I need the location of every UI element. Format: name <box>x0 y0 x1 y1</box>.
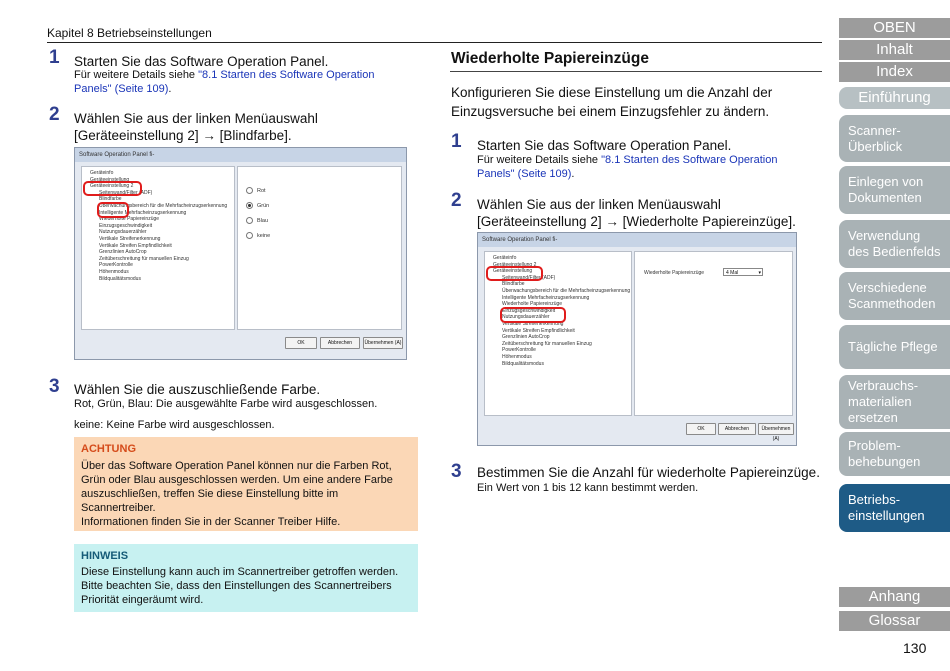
menu-tree-item[interactable]: Nutzungsdauerzähler <box>502 314 550 321</box>
nav-contents-button[interactable]: Inhalt <box>839 40 950 60</box>
highlight-box <box>486 266 543 281</box>
nav-tab-einfuehrung[interactable]: Einführung <box>839 87 950 109</box>
nav-tab-label: Verwendung <box>848 228 921 243</box>
warning-line: Informationen finden Sie in der Scanner Treiber Hilfe. <box>81 516 341 528</box>
color-radio-option[interactable] <box>246 217 268 224</box>
menu-tree-item[interactable]: PowerKontrolle <box>99 262 133 269</box>
nav-tab[interactable] <box>839 484 950 532</box>
color-radio-option[interactable] <box>246 202 269 209</box>
step-subtext: Ein Wert von 1 bis 12 kann bestimmt werden. <box>477 482 699 494</box>
warning-line: Scannertreiber. <box>81 502 156 514</box>
step-number: 2 <box>49 104 60 125</box>
menu-tree-item[interactable]: Zeitüberschreitung für manuellen Einzug <box>99 255 189 262</box>
warning-line: auszuschließen, treffen Sie diese Einstellung bitte im <box>81 488 339 500</box>
highlight-box <box>500 307 566 323</box>
nav-tab-label: Einlegen von <box>848 174 924 189</box>
retry-count-select[interactable] <box>723 268 763 276</box>
menu-tree-item[interactable]: Geräteeinstellung <box>90 176 130 183</box>
menu-tree-item[interactable]: Höhenmodus <box>502 353 532 360</box>
nav-appendix-button[interactable]: Anhang <box>839 587 950 607</box>
hint-title: HINWEIS <box>81 550 129 562</box>
nav-tab-label: Problem- <box>848 438 901 453</box>
nav-tab-label: Verbrauchs- <box>848 378 919 393</box>
nav-index-button[interactable]: Index <box>839 62 950 82</box>
step-text: Wählen Sie die auszuschließende Farbe. <box>74 382 321 397</box>
nav-tab-label: Tägliche Pflege <box>848 339 938 354</box>
sub-end: . <box>168 83 172 95</box>
menu-tree-item[interactable]: Intelligente Mehrfacheinzugserkennung <box>502 294 590 301</box>
software-operation-panel-screenshot <box>477 232 797 446</box>
menu-tree-item[interactable]: PowerKontrolle <box>502 347 536 354</box>
menu-tree-item[interactable]: Geräteeinstellung 2 <box>493 261 537 268</box>
menu-tree-item[interactable]: Geräteeinstellung 2 <box>90 183 134 190</box>
ok-button[interactable]: OK <box>686 423 716 435</box>
radio-dot[interactable] <box>246 217 253 224</box>
step-line: [Geräteeinstellung 2] → [Wiederholte Papiereinzüge]. <box>477 214 796 229</box>
radio-dot[interactable] <box>246 232 253 239</box>
menu-tree-item[interactable]: Wiederholte Papiereinzüge <box>502 301 563 308</box>
menu-tree-item[interactable]: Blindfarbe <box>502 281 525 288</box>
menu-tree-item[interactable]: Vertikale Streifenerkennung <box>99 235 161 242</box>
step-line: Wählen Sie aus der linken Menüauswahl <box>477 197 721 212</box>
menu-tree-item[interactable]: Geräteinfo <box>90 170 114 176</box>
window-title: Software Operation Panel fi- <box>75 148 406 162</box>
menu-tree-item[interactable]: Vertikale Streifen Empfindlichkeit <box>502 327 575 334</box>
step-number: 2 <box>451 190 462 211</box>
menu-tree-item[interactable]: Blindfarbe <box>99 196 122 203</box>
header-rule <box>47 42 822 43</box>
menu-tree-item[interactable]: Geräteeinstellung <box>493 268 533 275</box>
intro-line: Konfigurieren Sie diese Einstellung um die Anzahl der <box>451 85 773 100</box>
radio-label: Blau <box>257 217 269 224</box>
nav-tab-label: des Bedienfelds <box>848 244 941 259</box>
nav-tab-label: Überblick <box>848 138 903 154</box>
color-radio-option[interactable] <box>246 187 266 194</box>
radio-label: keine <box>257 232 271 239</box>
page-number: 130 <box>903 640 927 656</box>
step-text: Starten Sie das Software Operation Panel. <box>74 54 329 69</box>
nav-tab-label: Verschiedene <box>848 280 927 295</box>
nav-tab[interactable] <box>839 375 950 429</box>
step-subtext <box>477 153 777 181</box>
menu-tree-item[interactable]: Wiederholte Papiereinzüge <box>99 216 160 223</box>
hint-text <box>81 565 411 607</box>
step-number: 1 <box>49 47 60 68</box>
radio-dot[interactable] <box>246 202 253 209</box>
menu-tree-item[interactable]: Nutzungsdauerzähler <box>99 229 147 236</box>
radio-label: Grün <box>257 202 270 209</box>
section-heading: Wiederholte Papiereinzüge <box>451 50 649 67</box>
ok-button[interactable]: OK <box>285 337 317 349</box>
sub-prefix: Für weitere Details siehe <box>477 154 602 166</box>
sub-prefix: Für weitere Details siehe <box>74 69 199 81</box>
menu-tree-item[interactable]: Einzugsgeschwindigkeit <box>99 222 153 229</box>
retry-count-value: 4 Mal <box>726 270 739 276</box>
menu-tree-item[interactable]: Seitenwand/Filter (ADF) <box>502 274 556 281</box>
menu-tree-item[interactable]: Überwachungsbereich für die Mehrfacheinzugserkennung <box>99 202 228 209</box>
nav-top-button[interactable]: OBEN <box>839 18 950 38</box>
highlight-box <box>83 181 142 196</box>
apply-button[interactable]: Übernehmen (A) <box>758 423 794 435</box>
highlight-box <box>97 202 129 218</box>
settings-panel <box>634 251 793 416</box>
cancel-button[interactable]: Abbrechen <box>718 423 756 435</box>
menu-tree-item[interactable]: Grenzlinien AutoCrop <box>502 334 550 341</box>
cancel-button[interactable]: Abbrechen <box>320 337 360 349</box>
menu-tree-item[interactable]: Geräteinfo <box>493 255 517 261</box>
section-intro <box>451 83 772 121</box>
nav-tab[interactable] <box>839 166 950 214</box>
radio-dot[interactable] <box>246 187 253 194</box>
menu-tree-item[interactable]: Bildqualitätsmodus <box>502 360 544 367</box>
step-line: Wählen Sie aus der linken Menüauswahl <box>74 111 318 126</box>
menu-tree-item[interactable]: Bildqualitätsmodus <box>99 275 141 282</box>
menu-tree-item[interactable]: Zeitüberschreitung für manuellen Einzug <box>502 340 592 347</box>
hint-line: Diese Einstellung kann auch im Scannertreiber getroffen werden. <box>81 566 399 578</box>
step-number: 3 <box>451 461 462 482</box>
color-radio-option[interactable] <box>246 232 270 239</box>
reference-link[interactable]: "8.1 Starten des Software Operation <box>198 69 375 81</box>
reference-link-cont[interactable]: Panels" (Seite 109) <box>74 83 169 95</box>
menu-tree-item[interactable]: Vertikale Streifen Empfindlichkeit <box>99 242 172 249</box>
nav-tab-label: materialien <box>848 394 912 409</box>
nav-tab-label: Scanner- <box>848 122 901 138</box>
menu-tree-item[interactable]: Seitenwand/Filter (ADF) <box>99 189 153 196</box>
menu-tree-item[interactable]: Vertikale Streifenerkennung <box>502 320 564 327</box>
step-text <box>74 110 318 144</box>
nav-tab[interactable] <box>839 272 950 320</box>
step-number: 3 <box>49 376 60 397</box>
software-operation-panel-screenshot <box>74 147 407 360</box>
nav-tab-label: behebungen <box>848 454 921 469</box>
nav-tab[interactable] <box>839 325 950 369</box>
warning-line: Grün oder Blau ausgeschlossen werden. Um eine andere Farbe <box>81 474 393 486</box>
warning-box <box>74 437 418 531</box>
nav-tab-label: Scanmethoden <box>848 296 936 311</box>
heading-rule <box>450 71 822 72</box>
nav-tab[interactable] <box>839 432 950 476</box>
step-subtext: Rot, Grün, Blau: Die ausgewählte Farbe wird ausgeschlossen. <box>74 398 378 410</box>
intro-line: Einzugsversuche bei einem Einzugsfehler zu ändern. <box>451 104 770 119</box>
step-line: [Geräteeinstellung 2] → [Blindfarbe]. <box>74 128 292 143</box>
apply-button[interactable]: Übernehmen (A) <box>363 337 403 349</box>
hint-line: Bitte beachten Sie, dass den Einstellungen des Scannertreibers <box>81 580 392 592</box>
menu-tree-item[interactable]: Höhenmodus <box>99 268 129 275</box>
settings-panel <box>237 166 402 330</box>
menu-tree-item[interactable]: Intelligente Mehrfacheinzugserkennung <box>99 209 187 216</box>
step-number: 1 <box>451 131 462 152</box>
step-text <box>477 196 796 230</box>
nav-tab-label: Dokumenten <box>848 190 922 205</box>
nav-glossary-button[interactable]: Glossar <box>839 611 950 631</box>
chapter-title: Kapitel 8 Betriebseinstellungen <box>47 26 212 40</box>
chevron-down-icon: ▾ <box>758 270 761 276</box>
nav-tab-label: Betriebs- <box>848 492 901 507</box>
step-subtext: keine: Keine Farbe wird ausgeschlossen. <box>74 419 275 431</box>
menu-tree-item[interactable]: Überwachungsbereich für die Mehrfacheinzugserkennung <box>502 287 631 294</box>
warning-text <box>81 459 411 529</box>
reference-link-cont[interactable]: Panels" (Seite 109) <box>477 168 572 180</box>
hint-box <box>74 544 418 612</box>
nav-tab-label: ersetzen <box>848 410 898 425</box>
menu-tree-item[interactable]: Grenzlinien AutoCrop <box>99 249 147 256</box>
nav-tab-label: einstellungen <box>848 508 925 523</box>
window-title: Software Operation Panel fi- <box>478 233 796 247</box>
nav-tab[interactable] <box>839 220 950 268</box>
menu-tree-item[interactable]: Einzugsgeschwindigkeit <box>502 307 556 314</box>
warning-line: Über das Software Operation Panel können nur die Farben Rot, <box>81 460 392 472</box>
step-subtext <box>74 68 374 96</box>
step-text: Starten Sie das Software Operation Panel. <box>477 138 732 153</box>
sub-end: . <box>571 168 575 180</box>
radio-label: Rot <box>257 187 266 194</box>
nav-tab[interactable] <box>839 115 950 162</box>
hint-line: Priorität eingeräumt wird. <box>81 594 204 606</box>
warning-title: ACHTUNG <box>81 443 136 455</box>
reference-link[interactable]: "8.1 Starten des Software Operation <box>601 154 778 166</box>
step-text: Bestimmen Sie die Anzahl für wiederholte Papiereinzüge. <box>477 465 820 480</box>
setting-label: Wiederholte Papiereinzüge <box>644 270 705 276</box>
